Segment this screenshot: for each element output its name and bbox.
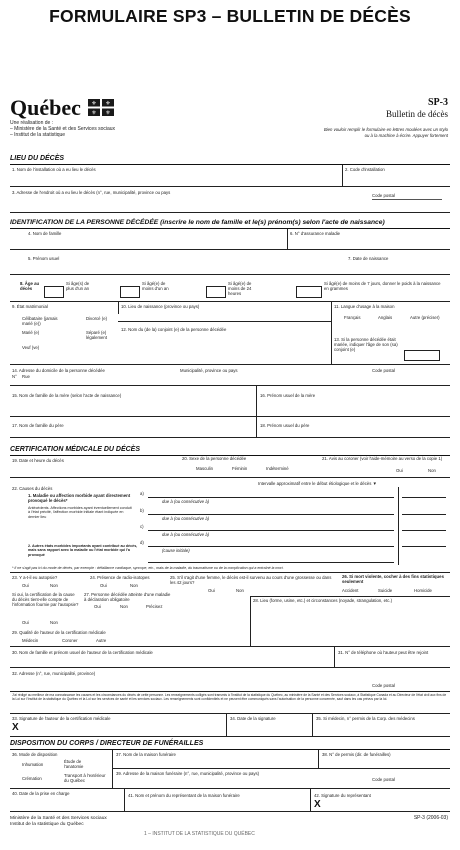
mode-etude[interactable]: Étude de l'anatomie	[64, 759, 84, 769]
autopsie-si-oui-label: Si oui, la certification de la cause du décès tient-elle compte de l'information fournie par l'autopsie?	[12, 592, 79, 607]
field-42-label: 42. Signature du représentant	[314, 793, 371, 798]
field-17-input[interactable]	[12, 429, 252, 436]
autopsie-compte-non[interactable]: Non	[50, 620, 58, 625]
field-17-label: 17. Nom de famille du père	[12, 423, 64, 428]
section-certification-title: CERTIFICATION MÉDICALE DU DÉCÈS	[10, 446, 141, 453]
field-5-label: 5. Prénom usuel	[28, 256, 60, 261]
field-21-label: 21. Avis au coroner (voir l'aide-mémoire au verso de la copie 1)	[322, 456, 443, 461]
mode-inhumation[interactable]: Inhumation	[22, 762, 44, 767]
field-16-label: 16. Prénom usuel de la mère	[260, 393, 316, 398]
field-35-label: 35. Si médecin, n° permis de la Corp. des médecins	[316, 716, 415, 721]
divorce-option[interactable]: Divorcé (e)	[86, 316, 108, 321]
field-6-input[interactable]	[290, 237, 440, 248]
separe-option[interactable]: Séparé (e) légalement	[86, 330, 108, 340]
field-39-label: 39. Adresse de la maison funéraire (n°, rue, municipalité, province ou pays)	[116, 771, 260, 776]
age-box-years[interactable]	[44, 286, 64, 298]
due-a-1: due à (ou consécutive à)	[162, 499, 210, 504]
field-2-input[interactable]	[345, 173, 445, 185]
footer-copy-label: 1 – INSTITUT DE LA STATISTIQUE DU QUÉBEC	[144, 831, 255, 837]
field-41-input[interactable]	[128, 799, 308, 809]
intervalle-label: Intervalle approximatif entre le début étiologique et le décès ▼	[258, 481, 377, 486]
autopsie-compte-oui[interactable]: Oui	[22, 620, 29, 625]
intervalle-c[interactable]	[402, 530, 446, 531]
cause-initiale-label: (cause initiale)	[162, 548, 190, 553]
field-28-label: 28. Lieu (forme, usine, etc.) et circonstances (noyade, strangulation, etc.)	[253, 598, 393, 603]
violence-homicide[interactable]: Homicide	[414, 588, 432, 593]
address-no-label: N°	[12, 374, 17, 379]
field-22-label: 22. Causes du décès	[12, 486, 53, 491]
fleur-de-lys-flag-icon	[88, 99, 114, 116]
field-36-label: 36. Mode de disposition	[12, 752, 58, 757]
field-16-input[interactable]	[260, 399, 445, 413]
field-37-input[interactable]	[116, 758, 316, 766]
coroner-non[interactable]: Non	[428, 468, 436, 473]
field-11-label: 11. Langue d'usage à la maison	[334, 304, 395, 309]
autopsie-oui[interactable]: Oui	[22, 583, 29, 588]
form-code: SP-3	[428, 97, 448, 108]
lieu-code-postal-input[interactable]	[372, 199, 442, 209]
cert-code-postal-label: Code postal	[372, 683, 395, 688]
mode-cremation[interactable]: Crémation	[22, 776, 42, 781]
celibataire-option[interactable]: Célibataire (jamais marié (e))	[22, 316, 58, 326]
sexe-feminin[interactable]: Féminin	[232, 466, 248, 471]
langue-anglais[interactable]: Anglais	[378, 315, 393, 320]
langue-autre[interactable]: Autre (préciser)	[410, 315, 440, 320]
section-disposition-title: DISPOSITION DU CORPS / DIRECTEUR DE FUNÉRAILLES	[10, 740, 204, 747]
field-15-label: 15. Nom de famille de la mère (selon l'acte de naissance)	[12, 393, 122, 398]
address-municipalite-label: Municipalité, province ou pays	[180, 368, 238, 373]
sexe-indetermine[interactable]: Indéterminé	[266, 466, 289, 471]
cause-line-a-letter: a)	[140, 491, 144, 496]
field-33-input[interactable]	[24, 722, 224, 734]
mado-oui[interactable]: Oui	[94, 604, 101, 609]
field-41-label: 41. Nom et prénom du représentant de la maison funéraire	[128, 793, 240, 798]
coroner-oui[interactable]: Oui	[396, 468, 403, 473]
signature-x-mark: X	[12, 722, 19, 733]
field-30-input[interactable]	[12, 656, 332, 666]
instruction-line-1: Bien vouloir remplir le formulaire en lettres moulées avec un stylo	[323, 127, 448, 132]
field-39-input[interactable]	[116, 777, 366, 786]
svg-text:⚜: ⚜	[105, 109, 111, 116]
veuf-option[interactable]: Veuf (ve)	[22, 345, 40, 350]
address-rue-label: Rue	[22, 374, 30, 379]
svg-text:⚜: ⚜	[91, 100, 97, 108]
field-33-label: 33. Signature de l'auteur de la certification médicale	[12, 716, 111, 721]
cause-line-d[interactable]	[148, 546, 394, 547]
age-under-7-days: Si âgé(e) de moins de 7 jours, donner le poids à la naissance en grammes	[324, 281, 441, 291]
field-26-label: 26. Si mort violente, cocher à des fins statistiques seulement	[342, 574, 444, 584]
field-13-input[interactable]	[404, 350, 440, 361]
disp-code-postal-label: Code postal	[372, 777, 395, 782]
field-9-label: 9. État matrimonial	[12, 304, 48, 309]
cause-line-c-letter: c)	[140, 524, 144, 529]
field-27-label: 27. Personne décédée atteinte d'une maladie à déclaration obligatoire	[84, 592, 171, 602]
age-box-hours[interactable]	[206, 286, 226, 298]
field-5-input[interactable]	[28, 262, 328, 272]
field-34-input[interactable]	[230, 722, 310, 734]
footer-form-version: SP-3 (2006-03)	[413, 815, 448, 821]
instruction-line-2: ou à la machine à écrire. Appuyer fortement	[364, 133, 448, 138]
grossesse-non[interactable]: Non	[236, 588, 244, 593]
cause-line-a[interactable]	[148, 497, 394, 498]
marie-option[interactable]: Marié (e)	[22, 330, 40, 335]
auteur-coroner[interactable]: Coroner	[62, 638, 78, 643]
cause-line-b-letter: b)	[140, 508, 144, 513]
field-38-label: 38. N° de permis (dir. de funérailles)	[322, 752, 391, 757]
field-2-label: 2. Code d'installation	[345, 167, 385, 172]
due-a-2: due à (ou consécutive à)	[162, 516, 210, 521]
auteur-autre[interactable]: Autre	[96, 638, 107, 643]
age-under-24h: Si âgé(e) de moins de 24 heures	[228, 281, 252, 296]
org-ministere: – Ministère de la Santé et des Services sociaux	[10, 126, 116, 132]
field-38-input[interactable]	[322, 758, 444, 766]
field-15-input[interactable]	[12, 399, 252, 413]
field-40-input[interactable]	[12, 797, 108, 807]
isotopes-non[interactable]: Non	[130, 583, 138, 588]
field-42-input[interactable]	[326, 800, 444, 810]
field-31-label: 31. N° de téléphone où l'auteur peut être rejoint	[338, 650, 429, 655]
field-20-label: 20. Sexe de la personne décédée	[182, 456, 247, 461]
field-7-input[interactable]	[348, 262, 443, 272]
field-7-label: 7. Date de naissance	[348, 256, 389, 261]
cause-antecedents-label: Antécédents. Affections morbides ayant éventuellement conduit à l'état précité, l'affection morbide initiale étant indiquée en dernier lieu	[28, 506, 132, 519]
mode-transport[interactable]: Transport à l'extérieur du Québec	[64, 773, 106, 783]
field-3-label: 3. Adresse de l'endroit où a eu lieu le décès (n°, rue, municipalité, province ou pays	[12, 190, 171, 195]
field-12-label: 12. Nom du (de la) conjoint (e) de la personne décédée	[121, 327, 227, 332]
cause-line-c[interactable]	[148, 530, 394, 531]
field-28-input[interactable]	[253, 604, 445, 644]
field-30-label: 30. Nom de famille et prénom usuel de l'auteur de la certification médicale	[12, 650, 153, 655]
field-1-label: 1. Nom de l'installation où a eu lieu le décès	[12, 167, 96, 172]
cause-2-label: 2. Autres états morbides importants ayant contribué au décès, mais sans rapport avec la maladie ou l'état morbide qui l'a provoqué	[28, 544, 138, 557]
field-4-label: 4. Nom de famille	[28, 231, 62, 236]
field-29-label: 29. Qualité de l'auteur de la certification médicale	[12, 630, 106, 635]
footer-ministry-2: Institut de la statistique du Québec	[10, 822, 84, 827]
field-8-label: 8. Âge au décès	[20, 281, 40, 291]
violence-accident[interactable]: Accident	[342, 588, 359, 593]
field-40-label: 40. Date de la prise en charge	[12, 791, 70, 796]
quebec-logo-word: Québec	[10, 95, 81, 120]
birth-weight-box[interactable]	[296, 286, 322, 298]
age-box-months[interactable]	[120, 286, 140, 298]
mado-precisez[interactable]: Précisez	[146, 604, 163, 609]
footer-ministry-1: Ministère de la Santé et des Services sociaux	[10, 816, 107, 821]
disp-signature-x-mark: X	[314, 799, 321, 810]
field-37-label: 37. Nom de la maison funéraire	[116, 752, 176, 757]
realisation-label: Une réalisation de :	[10, 120, 54, 126]
field-14-input[interactable]	[30, 374, 360, 383]
isotopes-oui[interactable]: Oui	[100, 583, 107, 588]
field-10-label: 10. Lieu de naissance (province ou pays)	[121, 304, 200, 309]
autopsie-non[interactable]: Non	[50, 583, 58, 588]
cause-1-label: 1. Maladie ou affection morbide ayant directement provoqué le décès*	[28, 493, 131, 503]
field-18-input[interactable]	[260, 429, 445, 436]
svg-text:⚜: ⚜	[105, 100, 111, 108]
page-title: FORMULAIRE SP3 – BULLETIN DE DÉCÈS	[49, 6, 411, 26]
sexe-masculin[interactable]: Masculin	[196, 466, 213, 471]
auteur-medecin[interactable]: Médecin	[22, 638, 39, 643]
grossesse-oui[interactable]: Oui	[208, 588, 215, 593]
field-3-input[interactable]	[12, 196, 352, 208]
field-34-label: 34. Date de la signature	[230, 716, 276, 721]
field-18-label: 18. Prénom usuel du père	[260, 423, 310, 428]
field-19-label: 19. Date et heure du décès	[12, 458, 64, 463]
field-25-label: 25. S'il s'agit d'une femme, le décès est-il survenu au cours d'une grossesse ou dans les 42 jours?	[170, 575, 332, 585]
svg-text:⚜: ⚜	[91, 109, 97, 116]
age-under-one-year: Si âgé(e) de moins d'un an	[142, 281, 169, 291]
cause-line-b[interactable]	[148, 514, 394, 515]
field-19-input[interactable]	[12, 464, 172, 476]
field-13-label: 13. Si la personne décédée était mariée, indiquer l'âge de son (sa) conjoint (e)	[334, 337, 398, 352]
langue-francais[interactable]: Français	[344, 315, 361, 320]
field-1-input[interactable]	[12, 173, 338, 185]
cause-footnote: * Il ne s'agit pas ici du mode de décès, par exemple : défaillance cardiaque, syncope, etc., mais de la maladie, du traumatisme ou de la complication qui a entraîné la mort.	[12, 566, 284, 570]
field-14-label: 14. Adresse du domicile de la personne décédée	[12, 368, 105, 373]
intervalle-d[interactable]	[402, 546, 446, 547]
intervalle-a[interactable]	[402, 497, 446, 498]
declaration-text: J'ai rédigé au meilleur de ma connaissance les causes et les circonstances du décès de cette personne. Les renseignements colligés sont transmis à l'Institut de la statistique du Québec, au ministère de la Santé et des Services sociaux, à Statistique Canada et au Directeur de l'état civil aux fins de la Loi sur l'Institut de la statistique du Québec et la Loi sur les services de santé et les services sociaux. Les renseignements sont confidentiels et ne peuvent être communiqués sans l'autorisation de la personne concernée, sauf dans les cas prévus par la loi.	[12, 693, 447, 701]
field-31-input[interactable]	[338, 656, 444, 666]
due-a-3: due à (ou consécutive à)	[162, 532, 210, 537]
field-4-input[interactable]	[28, 237, 278, 248]
field-24-label: 24. Présence de radio-isotopes	[90, 575, 150, 580]
cause-line-d-letter: d)	[140, 540, 144, 545]
field-32-input[interactable]	[12, 677, 362, 689]
field-6-label: 6. N° d'assurance maladie	[290, 231, 341, 236]
field-10-input[interactable]	[121, 310, 326, 320]
section-identification-title: IDENTIFICATION DE LA PERSONNE DÉCÉDÉE (inscrire le nom de famille et le(s) prénom(s) selon l'acte de naissance)	[10, 219, 385, 226]
age-over-one-year: Si âge(s) de plus d'un an	[66, 281, 90, 291]
mado-non[interactable]: Non	[120, 604, 128, 609]
intervalle-b[interactable]	[402, 514, 446, 515]
lieu-code-postal-label: Code postal	[372, 193, 395, 198]
field-35-input[interactable]	[316, 722, 444, 734]
form-name: Bulletin de décès	[386, 109, 448, 119]
field-32-label: 32. Adresse (n°, rue, municipalité, province)	[12, 671, 96, 676]
field-12-input[interactable]	[121, 333, 326, 345]
section-lieu-title: LIEU DU DÉCÈS	[10, 155, 65, 162]
cause-2-line[interactable]	[148, 562, 394, 563]
violence-suicide[interactable]: Suicide	[378, 588, 393, 593]
ident-code-postal-label: Code postal	[372, 368, 395, 373]
field-23-label: 23. Y a-t-il eu autopsie?	[12, 575, 58, 580]
org-institut: – Institut de la statistique	[10, 132, 66, 138]
